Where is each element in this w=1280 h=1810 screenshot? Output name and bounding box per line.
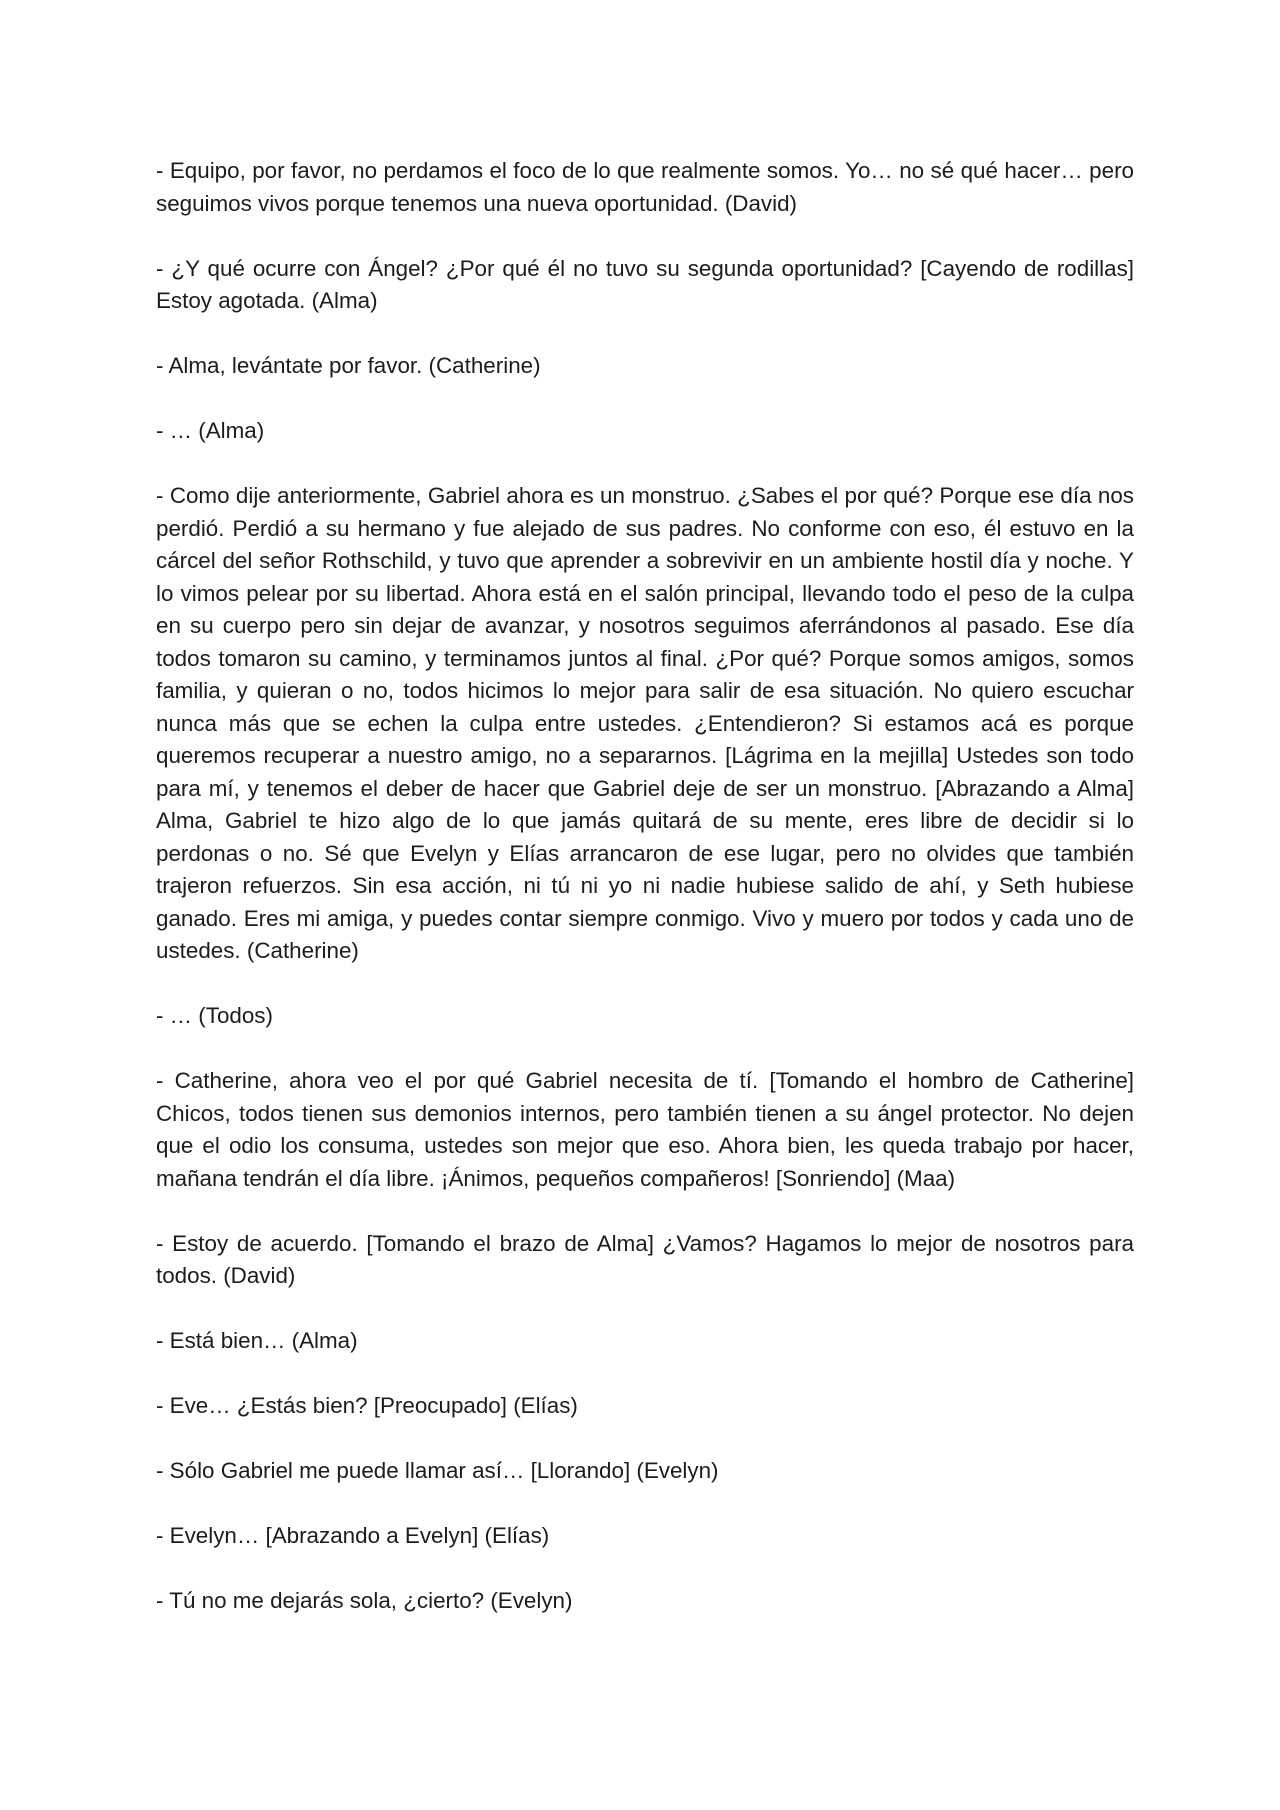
- dialogue-paragraph: - Equipo, por favor, no perdamos el foco de lo que realmente somos. Yo… no sé qué hacer… pero seguimos vivos porque tenemos una nueva oportunidad. (David): [156, 158, 1134, 216]
- dialogue-paragraph: - Alma, levántate por favor. (Catherine): [156, 353, 541, 378]
- dialogue-paragraph: - … (Todos): [156, 1003, 273, 1028]
- dialogue-paragraph: - Está bien… (Alma): [156, 1328, 358, 1353]
- dialogue-paragraph: - Estoy de acuerdo. [Tomando el brazo de Alma] ¿Vamos? Hagamos lo mejor de nosotros para todos. (David): [156, 1230, 1134, 1288]
- dialogue-paragraph: - Evelyn… [Abrazando a Evelyn] (Elías): [156, 1523, 550, 1548]
- dialogue-paragraph: - Como dije anteriormente, Gabriel ahora es un monstruo. ¿Sabes el por qué? Porque ese día nos perdió. Perdió a su hermano y fue alejado de sus padres. No conforme con eso, él estuvo en la cárcel del señor Rothschild, y tuvo que aprender a sobrevivir en un ambiente hostil día y noche. Y lo vimos pelear por su libertad. Ahora está en el salón principal, llevando todo el peso de la culpa en su cuerpo pero sin dejar de avanzar, y nosotros seguimos aferrándonos al pasado. Ese día todos tomaron su camino, y terminamos juntos al final. ¿Por qué? Porque somos amigos, somos familia, y quieran o no, todos hicimos lo mejor para salir de esa situación. No quiero escuchar nunca más que se echen la culpa entre ustedes. ¿Entendieron? Si estamos acá es porque queremos recuperar a nuestro amigo, no a separarnos. [Lágrima en la mejilla] Ustedes son todo para mí, y tenemos el deber de hacer que Gabriel deje de ser un monstruo. [Abrazando a Alma] Alma, Gabriel te hizo algo de lo que jamás quitará de su mente, eres libre de decidir si lo perdonas o no. Sé que Evelyn y Elías arrancaron de ese lugar, pero no olvides que también trajeron refuerzos. Sin esa acción, ni tú ni yo ni nadie hubiese salido de ahí, y Seth hubiese ganado. Eres mi amiga, y puedes contar siempre conmigo. Vivo y muero por todos y cada uno de ustedes. (Catherine): [156, 483, 1134, 963]
- dialogue-paragraph: - Sólo Gabriel me puede llamar así… [Llorando] (Evelyn): [156, 1458, 719, 1483]
- dialogue-paragraph: - Catherine, ahora veo el por qué Gabriel necesita de tí. [Tomando el hombro de Catherine] Chicos, todos tienen sus demonios internos, pero también tienen a su ángel protector. No dejen que el odio los consuma, ustedes son mejor que eso. Ahora bien, les queda trabajo por hacer, mañana tendrán el día libre. ¡Ánimos, pequeños compañeros! [Sonriendo] (Maa): [156, 1068, 1134, 1191]
- dialogue-paragraph: - Tú no me dejarás sola, ¿cierto? (Evelyn): [156, 1588, 573, 1613]
- dialogue-paragraph: - … (Alma): [156, 418, 265, 443]
- dialogue-paragraph: - Eve… ¿Estás bien? [Preocupado] (Elías): [156, 1393, 578, 1418]
- dialogue-paragraph: - ¿Y qué ocurre con Ángel? ¿Por qué él no tuvo su segunda oportunidad? [Cayendo de rodillas] Estoy agotada. (Alma): [156, 255, 1134, 313]
- document-body: [156, 155, 1134, 1618]
